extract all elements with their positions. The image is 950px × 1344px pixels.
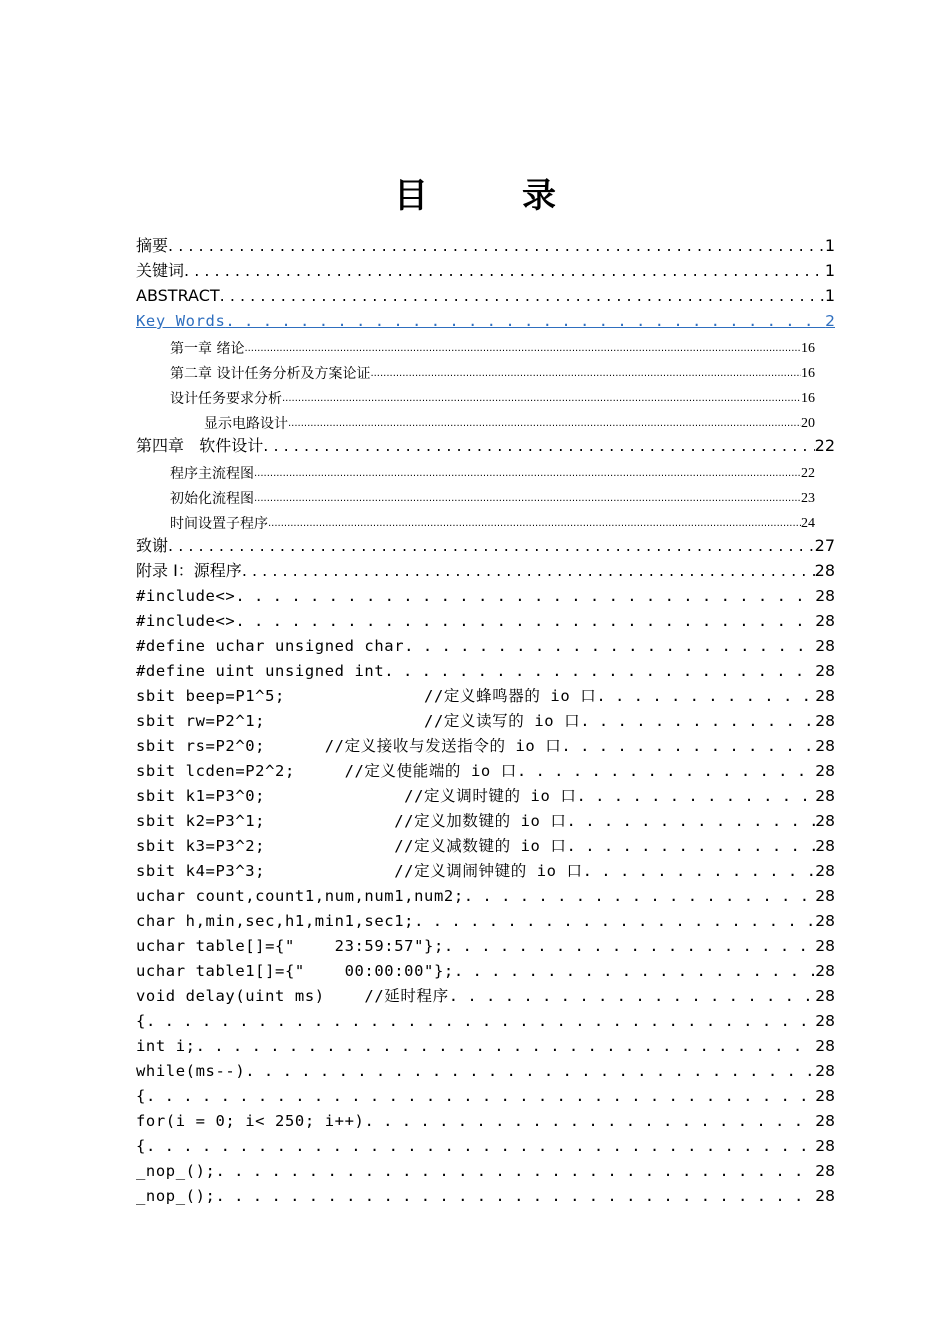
- toc-entry-time-setting[interactable]: [136, 508, 815, 533]
- toc-page-number: 28: [815, 962, 835, 980]
- dot-leader: [596, 686, 815, 708]
- toc-entry-label: sbit k4=P3^3; //定义调闹钟键的 io 口: [136, 862, 583, 880]
- toc-entry-chapter-2[interactable]: [136, 358, 815, 383]
- toc-page-number: 28: [815, 687, 835, 705]
- toc-page-number: 16: [801, 366, 815, 381]
- toc-entry-requirements[interactable]: [136, 383, 815, 408]
- toc-page-number: 28: [815, 862, 835, 880]
- toc-entry-label: 时间设置子程序: [170, 516, 268, 532]
- toc-entry-code-line[interactable]: [136, 658, 835, 683]
- toc-entry-code-line[interactable]: [136, 808, 835, 833]
- table-of-contents: [136, 233, 835, 1208]
- toc-entry-label: sbit beep=P1^5; //定义蜂鸣器的 io 口: [136, 687, 597, 705]
- dot-leader: [220, 286, 825, 308]
- toc-entry-code-line[interactable]: [136, 883, 835, 908]
- toc-page-number: 23: [801, 491, 815, 506]
- toc-entry-label: #define uint unsigned int: [136, 662, 385, 680]
- toc-entry-label: sbit k2=P3^1; //定义加数键的 io 口: [136, 812, 567, 830]
- dot-leader: [254, 488, 801, 508]
- toc-entry-label: 第二章 设计任务分析及方案论证: [170, 366, 371, 382]
- toc-page-number: 28: [815, 637, 835, 655]
- dot-leader: [235, 586, 815, 608]
- dot-leader: [576, 786, 815, 808]
- toc-page-number: 28: [815, 612, 835, 630]
- toc-entry-code-line[interactable]: [136, 583, 835, 608]
- dot-leader: [235, 611, 815, 633]
- toc-entry-acknowledgements[interactable]: [136, 533, 835, 558]
- toc-entry-abstract-en[interactable]: [136, 283, 835, 308]
- toc-entry-label: void delay(uint ms) //延时程序: [136, 987, 449, 1005]
- dot-leader: [146, 1011, 815, 1033]
- toc-page-number: 2: [825, 312, 835, 330]
- toc-page-number: 28: [815, 1012, 835, 1030]
- toc-page-number: 22: [814, 436, 835, 455]
- dot-leader: [567, 836, 816, 858]
- dot-leader: [561, 736, 815, 758]
- toc-page-number: 24: [801, 516, 815, 531]
- dot-leader: [567, 811, 816, 833]
- toc-entry-label: uchar table[]={" 23:59:57"};: [136, 937, 444, 955]
- toc-page-number: 28: [815, 1037, 835, 1055]
- toc-entry-code-line[interactable]: [136, 683, 835, 708]
- toc-page-number: 28: [815, 1112, 835, 1130]
- toc-entry-label: _nop_();: [136, 1162, 216, 1180]
- toc-entry-code-line[interactable]: [136, 633, 835, 658]
- toc-entry-code-line[interactable]: [136, 933, 835, 958]
- toc-entry-keywords-en-link[interactable]: [136, 308, 835, 333]
- dot-leader: [444, 936, 815, 958]
- toc-entry-code-line[interactable]: [136, 708, 835, 733]
- toc-entry-init-flowchart[interactable]: [136, 483, 815, 508]
- toc-entry-code-line[interactable]: [136, 858, 835, 883]
- toc-page-number: 28: [814, 561, 835, 580]
- toc-entry-display-circuit[interactable]: [136, 408, 815, 433]
- toc-page-number: 28: [815, 1162, 835, 1180]
- toc-entry-code-line[interactable]: [136, 958, 835, 983]
- dot-leader: [414, 911, 815, 933]
- toc-page-number: 28: [815, 1137, 835, 1155]
- toc-page-number: 28: [815, 712, 835, 730]
- toc-entry-code-line[interactable]: [136, 758, 835, 783]
- toc-entry-label: 关键词: [136, 261, 185, 280]
- toc-entry-code-line[interactable]: [136, 1033, 835, 1058]
- toc-page-number: 16: [801, 341, 815, 356]
- toc-entry-label: sbit lcden=P2^2; //定义使能端的 io 口: [136, 762, 517, 780]
- toc-entry-label: sbit k1=P3^0; //定义调时键的 io 口: [136, 787, 577, 805]
- dot-leader: [146, 1086, 815, 1108]
- dot-leader: [288, 413, 801, 433]
- dot-leader: [454, 961, 815, 983]
- toc-page-number: 27: [814, 536, 835, 555]
- toc-entry-label: for(i = 0; i< 250; i++): [136, 1112, 365, 1130]
- toc-entry-label: _nop_();: [136, 1187, 216, 1205]
- toc-entry-code-line[interactable]: [136, 1058, 835, 1083]
- toc-title: 目 录: [394, 176, 586, 216]
- dot-leader: [384, 661, 815, 683]
- dot-leader: [282, 388, 801, 408]
- toc-page-number: 28: [815, 987, 835, 1005]
- toc-entry-main-flowchart[interactable]: [136, 458, 815, 483]
- toc-page-number: 28: [815, 662, 835, 680]
- toc-entry-label: #include<>: [136, 587, 236, 605]
- toc-entry-code-line[interactable]: [136, 833, 835, 858]
- toc-entry-label: 显示电路设计: [204, 416, 288, 432]
- toc-entry-code-line[interactable]: [136, 1008, 835, 1033]
- toc-entry-keywords-cn[interactable]: [136, 258, 835, 283]
- toc-entry-label: 摘要: [136, 236, 169, 255]
- toc-entry-label: sbit rs=P2^0; //定义接收与发送指令的 io 口: [136, 737, 562, 755]
- toc-entry-label: 初始化流程图: [170, 491, 254, 507]
- toc-entry-label: #define uchar unsigned char: [136, 637, 405, 655]
- dot-leader: [244, 338, 801, 358]
- dot-leader: [168, 536, 815, 558]
- dot-leader: [517, 761, 815, 783]
- toc-entry-label: sbit k3=P3^2; //定义减数键的 io 口: [136, 837, 567, 855]
- toc-entry-label: 附录 I：源程序: [136, 561, 242, 580]
- dot-leader: [449, 986, 816, 1008]
- toc-page-number: 28: [815, 1087, 835, 1105]
- toc-entry-code-line[interactable]: [136, 608, 835, 633]
- toc-entry-label: char h,min,sec,h1,min1,sec1;: [136, 912, 415, 930]
- dot-leader: [245, 1061, 815, 1083]
- toc-entry-label: 设计任务要求分析: [170, 391, 282, 407]
- toc-entry-code-line[interactable]: [136, 1183, 835, 1208]
- dot-leader: [370, 363, 801, 383]
- toc-page-number: 28: [815, 762, 835, 780]
- toc-entry-label: 第一章 绪论: [170, 341, 245, 357]
- toc-entry-chapter-4[interactable]: [136, 433, 835, 458]
- toc-entry-label: int i;: [136, 1037, 196, 1055]
- dot-leader: [364, 1111, 815, 1133]
- toc-page-number: 22: [801, 466, 815, 481]
- toc-entry-label: sbit rw=P2^1; //定义读写的 io 口: [136, 712, 581, 730]
- toc-entry-chapter-1[interactable]: [136, 333, 815, 358]
- toc-entry-code-line[interactable]: [136, 733, 835, 758]
- dot-leader: [242, 561, 815, 583]
- toc-page-number: 16: [801, 391, 815, 406]
- toc-entry-label: uchar table1[]={" 00:00:00"};: [136, 962, 454, 980]
- dot-leader: [184, 261, 825, 283]
- toc-entry-label: 程序主流程图: [170, 466, 254, 482]
- toc-entry-label: Key Words: [136, 312, 226, 330]
- toc-entry-code-line[interactable]: [136, 1158, 835, 1183]
- toc-page-number: 28: [815, 1062, 835, 1080]
- toc-entry-code-line[interactable]: [136, 1133, 835, 1158]
- toc-page-number: 28: [815, 587, 835, 605]
- toc-entry-label: while(ms--): [136, 1062, 246, 1080]
- toc-page-number: 28: [815, 737, 835, 755]
- dot-leader: [268, 513, 801, 533]
- dot-leader: [215, 1161, 815, 1183]
- toc-entry-label: 第四章 软件设计: [136, 436, 264, 455]
- dot-leader: [263, 436, 814, 458]
- toc-entry-label: #include<>: [136, 612, 236, 630]
- toc-page-number: 28: [815, 937, 835, 955]
- toc-entry-code-line[interactable]: [136, 783, 835, 808]
- toc-entry-code-line[interactable]: [136, 1108, 835, 1133]
- toc-page-number: 28: [815, 837, 835, 855]
- dot-leader: [215, 1186, 815, 1208]
- dot-leader: [196, 1036, 816, 1058]
- toc-page-number: 1: [824, 286, 835, 305]
- dot-leader: [225, 311, 825, 333]
- toc-page-number: 28: [815, 912, 835, 930]
- toc-page-number: 1: [824, 236, 835, 255]
- toc-entry-abstract-cn[interactable]: [136, 233, 835, 258]
- toc-entry-label: {: [136, 1137, 146, 1155]
- toc-entry-appendix-1[interactable]: [136, 558, 835, 583]
- toc-page-number: 1: [824, 261, 835, 280]
- toc-page-number: 28: [815, 887, 835, 905]
- dot-leader: [583, 861, 816, 883]
- toc-page-number: 28: [815, 812, 835, 830]
- toc-entry-label: uchar count,count1,num,num1,num2;: [136, 887, 464, 905]
- toc-entry-code-line[interactable]: [136, 1083, 835, 1108]
- toc-entry-label: {: [136, 1087, 146, 1105]
- toc-entry-label: {: [136, 1012, 146, 1030]
- toc-entry-code-line[interactable]: [136, 983, 835, 1008]
- dot-leader: [404, 636, 815, 658]
- dot-leader: [580, 711, 815, 733]
- toc-entry-code-line[interactable]: [136, 908, 835, 933]
- dot-leader: [464, 886, 816, 908]
- toc-entry-label: 致谢: [136, 536, 169, 555]
- toc-page-number: 28: [815, 787, 835, 805]
- toc-page-number: 28: [815, 1187, 835, 1205]
- dot-leader: [254, 463, 801, 483]
- toc-entry-label: ABSTRACT: [136, 286, 220, 305]
- dot-leader: [168, 236, 825, 258]
- dot-leader: [146, 1136, 815, 1158]
- toc-page-number: 20: [801, 416, 815, 431]
